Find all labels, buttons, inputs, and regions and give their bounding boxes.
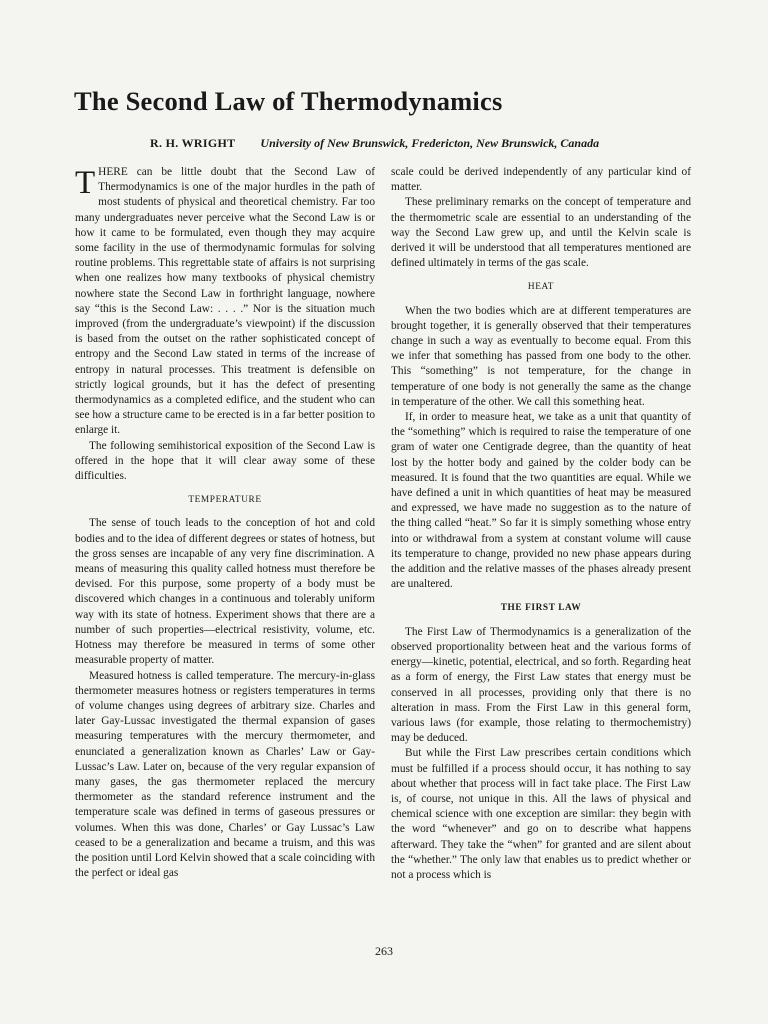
temperature-paragraph-2: Measured hotness is called temperature. The mercury-in-glass thermometer measures hotness or registers temperatures in terms of volume changes using degrees of arbitrary size. Charles and later Gay-Lussac investigated the thermal expansion of gases measuring temperatures with the mercury thermometer, and enunciated a generalization known as Charles’ Law or Gay-Lussac’s Law. Later on, because of the very regular expansion of many gases, the gas thermometer replaced the mercury thermometer as the standard reference instrument and the temperature scale was defined in terms of gaseous pressures or volumes. When this was done, Charles’ or Gay Lussac’s Law ceased to be a generalization and became a truism, and this was the position until Lord Kelvin showed that a scale coinciding with the perfect or ideal gas (75, 669, 375, 880)
first-law-paragraph-1: The First Law of Thermodynamics is a generalization of the observed proportionality between heat and the various forms of energy—kinetic, potential, electrical, and so forth. Regarding heat as a form of energy, the First Law states that energy must be conserved in all processes, providing only that there is no alteration in mass. From the First Law in this general form, various laws (for example, those relating to thermochemistry) may be deduced. (391, 625, 691, 745)
first-law-paragraph-2: But while the First Law prescribes certain conditions which must be fulfilled if a process should occur, it has nothing to say about whether that process will in fact take place. The First Law is, of course, not unique in this. All the laws of physical and chemical science with one exception are similar: they begin with the word “whenever” and go on to describe what happens afterward. They take the “when” for granted and are silent about the “whether.” The only law that enables us to predict whether or not a process which is (391, 747, 691, 881)
section-heading-heat: HEAT (527, 282, 555, 293)
temperature-paragraph-1: The sense of touch leads to the conception of hot and cold bodies and to the idea of different degrees or states of hotness, but the gross senses are incapable of any very fine discrimination. A means of measuring this quality called hotness must therefore be devised. For this purpose, some property of a body must be discovered which changes in a continuous and tolerably uniform way with its state of hotness. Experiment shows that there are a number of such properties—electrical resistivity, volume, etc. Hotness may therefore be measured in terms of some other measurable property of matter. (75, 517, 375, 667)
intro-paragraph-2: The following semihistorical exposition of the Second Law is offered in the hope that it will clear away some of these difficulties. (75, 439, 375, 483)
continued-paragraph: scale could be derived independently of any particular kind of matter. (391, 166, 691, 194)
article-title: The Second Law of Thermodynamics (74, 86, 503, 116)
heat-paragraph-1: When the two bodies which are at different temperatures are brought together, it is generally observed that their temperatures change in such a way as eventually to become equal. From this we infer that something has passed from one body to the other. This “something” is not temperature, for the change in temperature of one body is not generally the same as the change in temperature of the other. We call this something heat. (391, 304, 691, 408)
drop-cap: T (75, 165, 96, 201)
intro-paragraph-1-text: HERE can be little doubt that the Second Law of Thermodynamics is one of the major hurdles in the path of most students of physical and theoretical chemistry. Far too many undergraduates never perceive what the Second Law is or how it came to be formulated, even though they may acquire some facility in the use of thermodynamic formulas for solving routine problems. This regrettable state of affairs is not surprising when one realizes how many textbooks of physical chemistry nowhere state the Second Law in forthright language, nowhere say “this is the Second Law: . . . .” Nor is the situation much improved (from the undergraduate’s viewpoint) if the discussion is based from the outset on the rather sophisticated concept of entropy and the Second Law stated in terms of the increase of entropy in natural processes. This treatment is defensible on strictly logical grounds, but it has the defect of presenting thermodynamics as a completed edifice, and the student who can see how a structure came to be erected is in a far better position to enlarge it. (75, 166, 375, 437)
byline (150, 136, 599, 151)
heat-paragraph-2: If, in order to measure heat, we take as a unit that quantity of the “something” which is required to raise the temperature of one gram of water one Centigrade degree, than the quantity of heat lost by the hotter body and gained by the colder body can be measured. It is found that the two quantities are equal. While we have defined a unit in which quantities of heat may be measured and expressed, we have made no suggestion as to the nature of the thing called “heat.” So far it is simply something whose entry into or withdrawal from a system at constant volume will cause its temperature to change, provided no new phase appears during the addition and the relative masses of the phases already present are unaltered. (391, 411, 691, 591)
page-number: 263 (375, 944, 393, 958)
author-affiliation: University of New Brunswick, Fredericton, New Brunswick, Canada (260, 136, 600, 150)
preliminary-paragraph: These preliminary remarks on the concept of temperature and the thermometric scale are essential to an understanding of the way the Second Law grew up, and until the Kelvin scale is derived it will be understood that all temperatures mentioned are defined ultimately in terms of the gas scale. (391, 196, 691, 270)
left-column (75, 165, 375, 881)
author-name: R. H. WRIGHT (150, 136, 236, 150)
intro-paragraph-1 (75, 165, 375, 439)
right-column (391, 165, 691, 883)
section-heading-temperature: TEMPERATURE (188, 495, 262, 506)
section-heading-first-law: THE FIRST LAW (500, 603, 582, 614)
